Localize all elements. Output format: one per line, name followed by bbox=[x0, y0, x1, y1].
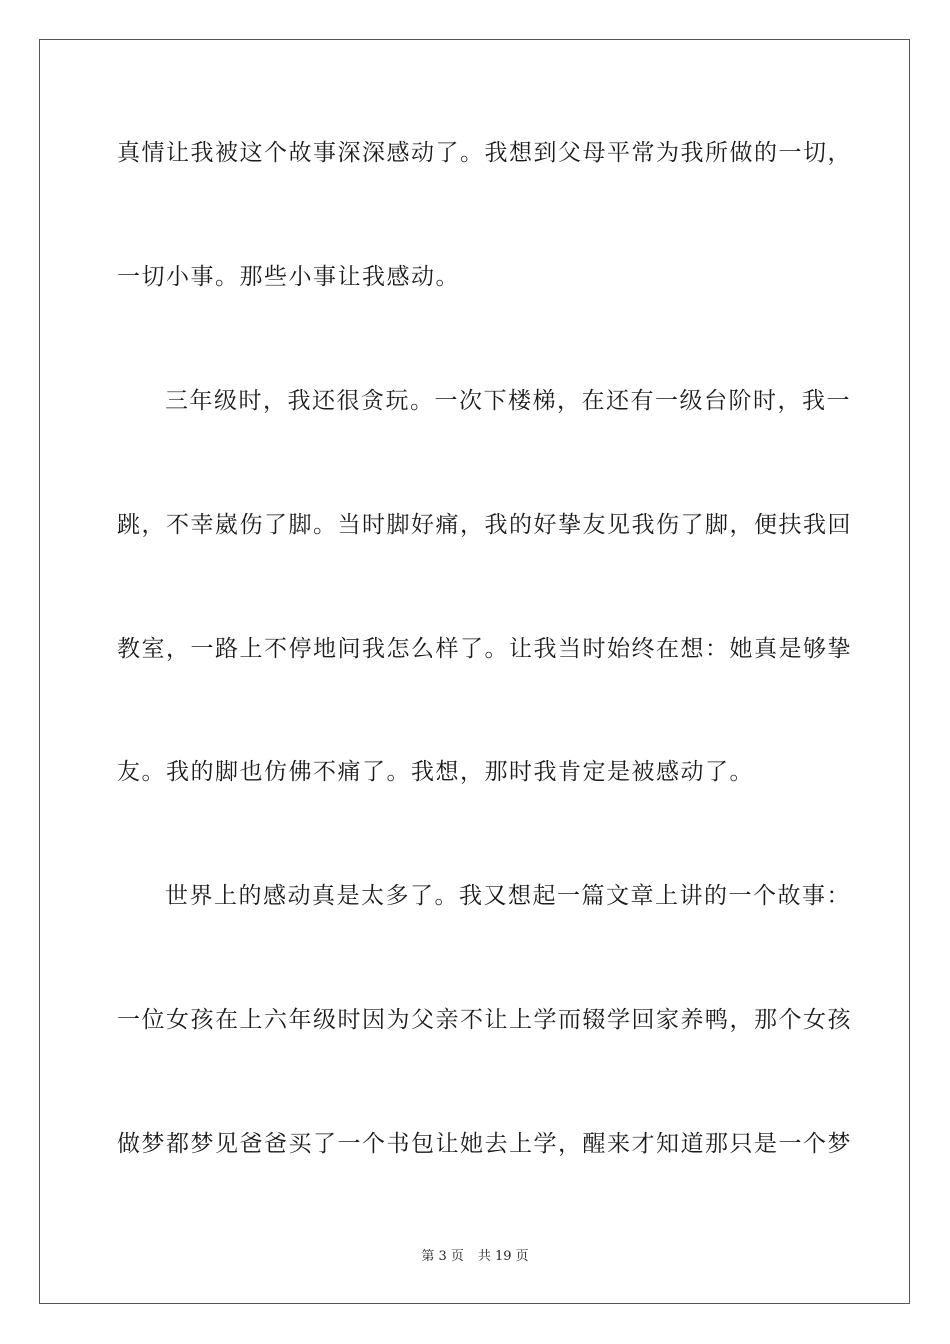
text-line-9: 做梦都梦见爸爸买了一个书包让她去上学，醒来才知道那只是一个梦 bbox=[117, 1131, 852, 1157]
page-footer bbox=[0, 1248, 950, 1266]
text-line-7: 世界上的感动真是太多了。我又想起一篇文章上讲的一个故事： bbox=[165, 883, 851, 909]
page-border bbox=[39, 39, 910, 1304]
page-number: 第 3 页 bbox=[421, 1249, 464, 1264]
text-line-6: 友。我的脚也仿佛不痛了。我想，那时我肯定是被感动了。 bbox=[117, 759, 754, 785]
text-line-1: 真情让我被这个故事深深感动了。我想到父母平常为我所做的一切， bbox=[117, 140, 852, 166]
text-line-8: 一位女孩在上六年级时因为父亲不让上学而辍学回家养鸭，那个女孩 bbox=[117, 1007, 852, 1033]
text-line-5: 教室，一路上不停地问我怎么样了。让我当时始终在想：她真是够挚 bbox=[117, 636, 852, 662]
text-line-3: 三年级时，我还很贪玩。一次下楼梯，在还有一级台阶时，我一 bbox=[165, 388, 851, 414]
text-line-4: 跳，不幸崴伤了脚。当时脚好痛，我的好挚友见我伤了脚，便扶我回 bbox=[117, 512, 852, 538]
total-pages: 共 19 页 bbox=[477, 1249, 529, 1264]
text-line-2: 一切小事。那些小事让我感动。 bbox=[117, 264, 460, 290]
